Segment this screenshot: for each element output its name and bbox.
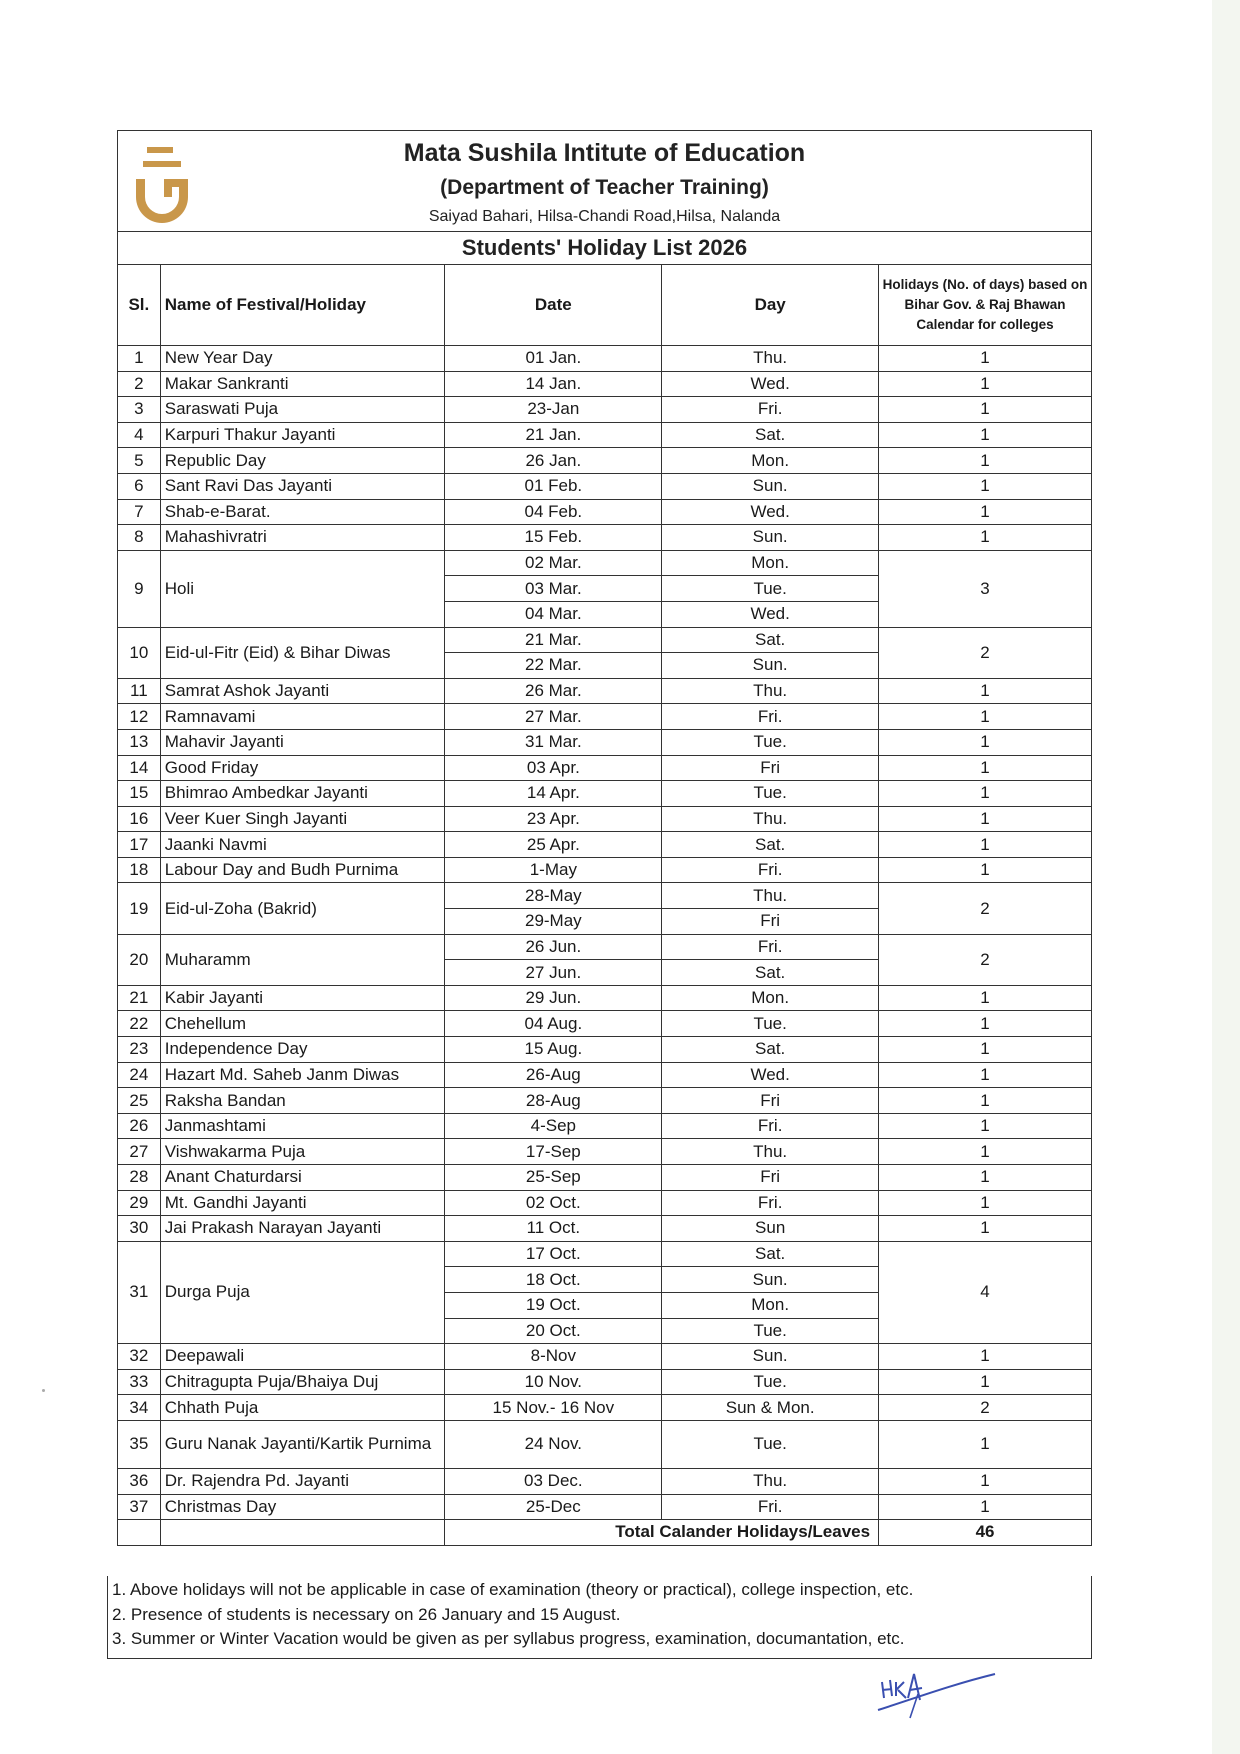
table-row	[118, 781, 1091, 807]
cell-name: Shab-e-Barat.	[160, 499, 445, 525]
cell-name: Anant Chaturdarsi	[160, 1165, 445, 1191]
cell-day: Fri	[662, 909, 879, 935]
col-header-holidays: Holidays (No. of days) based on Bihar Gov. & Raj Bhawan Calendar for colleges	[879, 265, 1091, 346]
cell-name: Jai Prakash Narayan Jayanti	[160, 1216, 445, 1242]
table-row	[118, 678, 1091, 704]
cell-count: 1	[879, 371, 1091, 397]
cell-date: 14 Apr.	[445, 781, 662, 807]
cell-day: Wed.	[662, 1062, 879, 1088]
cell-day: Thu.	[662, 1468, 879, 1494]
cell-date: 03 Mar.	[445, 576, 662, 602]
cell-date: 26 Jun.	[445, 934, 662, 960]
table-row	[118, 1062, 1091, 1088]
cell-day: Wed.	[662, 371, 879, 397]
cell-count: 1	[879, 1088, 1091, 1114]
cell-sl: 15	[118, 781, 160, 807]
cell-day: Thu.	[662, 883, 879, 909]
cell-date: 25-Sep	[445, 1165, 662, 1191]
cell-date: 27 Mar.	[445, 704, 662, 730]
cell-day: Thu.	[662, 806, 879, 832]
cell-date: 21 Jan.	[445, 422, 662, 448]
cell-day: Thu.	[662, 678, 879, 704]
cell-name: Mt. Gandhi Jayanti	[160, 1190, 445, 1216]
cell-name: Muharamm	[160, 934, 445, 985]
col-header-day: Day	[662, 265, 879, 346]
table-row	[118, 448, 1091, 474]
cell-day: Sun	[662, 1216, 879, 1242]
cell-count: 1	[879, 1037, 1091, 1063]
cell-count: 1	[879, 397, 1091, 423]
col-header-name: Name of Festival/Holiday	[160, 265, 445, 346]
cell-sl: 10	[118, 627, 160, 678]
cell-day: Tue.	[662, 576, 879, 602]
cell-sl: 4	[118, 422, 160, 448]
cell-date: 04 Mar.	[445, 601, 662, 627]
table-row	[118, 729, 1091, 755]
table-row	[118, 934, 1091, 960]
cell-day: Sat.	[662, 960, 879, 986]
cell-day: Mon.	[662, 550, 879, 576]
cell-day: Sun & Mon.	[662, 1395, 879, 1421]
cell-name: Mahashivratri	[160, 525, 445, 551]
cell-name: Hazart Md. Saheb Janm Diwas	[160, 1062, 445, 1088]
cell-date: 29 Jun.	[445, 985, 662, 1011]
total-empty-sl	[118, 1520, 160, 1546]
cell-sl: 13	[118, 729, 160, 755]
cell-date: 1-May	[445, 857, 662, 883]
cell-name: Raksha Bandan	[160, 1088, 445, 1114]
cell-count: 1	[879, 525, 1091, 551]
cell-date: 27 Jun.	[445, 960, 662, 986]
cell-date: 03 Dec.	[445, 1468, 662, 1494]
cell-date: 8-Nov	[445, 1344, 662, 1370]
cell-name: Janmashtami	[160, 1113, 445, 1139]
cell-count: 1	[879, 1420, 1091, 1468]
institute-name: Mata Sushila Intitute of Education	[403, 139, 806, 167]
cell-name: Mahavir Jayanti	[160, 729, 445, 755]
note-3: 3. Summer or Winter Vacation would be given as per syllabus progress, examination, documantation, etc.	[112, 1629, 905, 1648]
cell-day: Sat.	[662, 832, 879, 858]
table-row	[118, 1420, 1091, 1468]
cell-day: Fri.	[662, 1494, 879, 1520]
table-row	[118, 1165, 1091, 1191]
total-row	[118, 1520, 1091, 1546]
cell-date: 10 Nov.	[445, 1369, 662, 1395]
cell-sl: 2	[118, 371, 160, 397]
table-row	[118, 806, 1091, 832]
table-row	[118, 1241, 1091, 1267]
cell-date: 17-Sep	[445, 1139, 662, 1165]
table-row	[118, 1113, 1091, 1139]
cell-sl: 36	[118, 1468, 160, 1494]
cell-day: Thu.	[662, 346, 879, 372]
cell-day: Fri.	[662, 397, 879, 423]
cell-date: 28-May	[445, 883, 662, 909]
cell-date: 04 Aug.	[445, 1011, 662, 1037]
cell-date: 26 Jan.	[445, 448, 662, 474]
cell-count: 1	[879, 985, 1091, 1011]
table-row	[118, 1037, 1091, 1063]
cell-sl: 5	[118, 448, 160, 474]
table-row	[118, 1494, 1091, 1520]
cell-name: Karpuri Thakur Jayanti	[160, 422, 445, 448]
cell-name: Kabir Jayanti	[160, 985, 445, 1011]
table-row	[118, 422, 1091, 448]
cell-sl: 6	[118, 473, 160, 499]
cell-day: Sun.	[662, 1267, 879, 1293]
cell-sl: 23	[118, 1037, 160, 1063]
cell-date: 23 Apr.	[445, 806, 662, 832]
cell-date: 14 Jan.	[445, 371, 662, 397]
table-row	[118, 1190, 1091, 1216]
cell-name: Chitragupta Puja/Bhaiya Duj	[160, 1369, 445, 1395]
table-row	[118, 346, 1091, 372]
cell-sl: 19	[118, 883, 160, 934]
cell-day: Fri.	[662, 1190, 879, 1216]
cell-sl: 14	[118, 755, 160, 781]
cell-sl: 33	[118, 1369, 160, 1395]
cell-sl: 31	[118, 1241, 160, 1343]
cell-name: Jaanki Navmi	[160, 832, 445, 858]
cell-name: Chehellum	[160, 1011, 445, 1037]
cell-day: Thu.	[662, 1139, 879, 1165]
cell-count: 1	[879, 1165, 1091, 1191]
cell-date: 23-Jan	[445, 397, 662, 423]
cell-date: 04 Feb.	[445, 499, 662, 525]
cell-sl: 25	[118, 1088, 160, 1114]
cell-date: 20 Oct.	[445, 1318, 662, 1344]
table-row	[118, 1395, 1091, 1421]
cell-sl: 18	[118, 857, 160, 883]
cell-name: Saraswati Puja	[160, 397, 445, 423]
note-1: 1. Above holidays will not be applicable in case of examination (theory or practical), college inspection, etc.	[112, 1580, 914, 1599]
cell-sl: 12	[118, 704, 160, 730]
cell-day: Tue.	[662, 781, 879, 807]
cell-count: 1	[879, 422, 1091, 448]
cell-sl: 29	[118, 1190, 160, 1216]
cell-count: 1	[879, 346, 1091, 372]
cell-name: Makar Sankranti	[160, 371, 445, 397]
cell-count: 1	[879, 857, 1091, 883]
cell-count: 1	[879, 806, 1091, 832]
table-row	[118, 857, 1091, 883]
table-row	[118, 627, 1091, 653]
cell-sl: 20	[118, 934, 160, 985]
cell-date: 25 Apr.	[445, 832, 662, 858]
cell-sl: 7	[118, 499, 160, 525]
cell-date: 24 Nov.	[445, 1420, 662, 1468]
list-title: Students' Holiday List 2026	[118, 232, 1091, 265]
cell-date: 22 Mar.	[445, 653, 662, 679]
cell-count: 1	[879, 473, 1091, 499]
cell-count: 1	[879, 1369, 1091, 1395]
table-row	[118, 832, 1091, 858]
table-row	[118, 397, 1091, 423]
cell-sl: 28	[118, 1165, 160, 1191]
cell-sl: 8	[118, 525, 160, 551]
cell-date: 02 Mar.	[445, 550, 662, 576]
institute-address: Saiyad Bahari, Hilsa-Chandi Road,Hilsa, Nalanda	[428, 208, 781, 225]
cell-day: Wed.	[662, 601, 879, 627]
cell-name: Eid-ul-Fitr (Eid) & Bihar Diwas	[160, 627, 445, 678]
cell-day: Fri.	[662, 704, 879, 730]
cell-day: Sat.	[662, 627, 879, 653]
cell-day: Tue.	[662, 1318, 879, 1344]
cell-day: Tue.	[662, 1420, 879, 1468]
cell-date: 29-May	[445, 909, 662, 935]
notes-box	[107, 1576, 1092, 1659]
cell-count: 1	[879, 729, 1091, 755]
table-header-row	[118, 265, 1091, 346]
cell-count: 1	[879, 678, 1091, 704]
cell-day: Sun.	[662, 653, 879, 679]
table-row	[118, 525, 1091, 551]
cell-date: 19 Oct.	[445, 1292, 662, 1318]
cell-name: Eid-ul-Zoha (Bakrid)	[160, 883, 445, 934]
cell-name: Dr. Rajendra Pd. Jayanti	[160, 1468, 445, 1494]
cell-sl: 24	[118, 1062, 160, 1088]
cell-sl: 3	[118, 397, 160, 423]
cell-date: 02 Oct.	[445, 1190, 662, 1216]
table-row	[118, 985, 1091, 1011]
cell-count: 1	[879, 704, 1091, 730]
cell-date: 17 Oct.	[445, 1241, 662, 1267]
cell-day: Sat.	[662, 1241, 879, 1267]
cell-count: 1	[879, 755, 1091, 781]
letterhead	[118, 131, 1091, 232]
table-row	[118, 1011, 1091, 1037]
cell-date: 15 Nov.- 16 Nov	[445, 1395, 662, 1421]
cell-name: Christmas Day	[160, 1494, 445, 1520]
table-row	[118, 550, 1091, 576]
cell-name: Sant Ravi Das Jayanti	[160, 473, 445, 499]
cell-name: Holi	[160, 550, 445, 627]
cell-count: 1	[879, 781, 1091, 807]
page-edge	[1212, 0, 1240, 1754]
cell-name: Labour Day and Budh Purnima	[160, 857, 445, 883]
cell-date: 31 Mar.	[445, 729, 662, 755]
cell-name: Republic Day	[160, 448, 445, 474]
cell-day: Sun.	[662, 1344, 879, 1370]
table-row	[118, 883, 1091, 909]
department-name: (Department of Teacher Training)	[440, 176, 769, 199]
cell-name: Durga Puja	[160, 1241, 445, 1343]
table-row	[118, 1344, 1091, 1370]
table-row	[118, 1369, 1091, 1395]
cell-count: 2	[879, 627, 1091, 678]
cell-sl: 21	[118, 985, 160, 1011]
cell-day: Sat.	[662, 422, 879, 448]
cell-count: 3	[879, 550, 1091, 627]
cell-day: Sun.	[662, 473, 879, 499]
cell-date: 26-Aug	[445, 1062, 662, 1088]
cell-count: 1	[879, 832, 1091, 858]
cell-day: Mon.	[662, 448, 879, 474]
cell-date: 28-Aug	[445, 1088, 662, 1114]
cell-sl: 35	[118, 1420, 160, 1468]
cell-date: 15 Aug.	[445, 1037, 662, 1063]
cell-count: 1	[879, 1216, 1091, 1242]
cell-date: 11 Oct.	[445, 1216, 662, 1242]
total-empty-name	[160, 1520, 445, 1546]
cell-date: 01 Jan.	[445, 346, 662, 372]
table-row	[118, 1088, 1091, 1114]
cell-name: Deepawali	[160, 1344, 445, 1370]
cell-sl: 27	[118, 1139, 160, 1165]
cell-sl: 1	[118, 346, 160, 372]
cell-name: Vishwakarma Puja	[160, 1139, 445, 1165]
table-row	[118, 499, 1091, 525]
cell-date: 4-Sep	[445, 1113, 662, 1139]
cell-day: Sun.	[662, 525, 879, 551]
cell-day: Mon.	[662, 1292, 879, 1318]
cell-day: Fri.	[662, 1113, 879, 1139]
cell-count: 1	[879, 1344, 1091, 1370]
cell-date: 26 Mar.	[445, 678, 662, 704]
cell-day: Sat.	[662, 1037, 879, 1063]
col-header-date: Date	[445, 265, 662, 346]
holiday-sheet	[117, 130, 1092, 1546]
scan-speck	[42, 1389, 45, 1392]
cell-date: 15 Feb.	[445, 525, 662, 551]
cell-sl: 32	[118, 1344, 160, 1370]
cell-count: 1	[879, 1190, 1091, 1216]
table-row	[118, 755, 1091, 781]
cell-sl: 22	[118, 1011, 160, 1037]
cell-sl: 16	[118, 806, 160, 832]
table-row	[118, 704, 1091, 730]
total-value: 46	[879, 1520, 1091, 1546]
cell-count: 4	[879, 1241, 1091, 1343]
cell-sl: 9	[118, 550, 160, 627]
cell-day: Tue.	[662, 1011, 879, 1037]
cell-count: 1	[879, 448, 1091, 474]
cell-count: 2	[879, 1395, 1091, 1421]
table-row	[118, 1139, 1091, 1165]
cell-name: Good Friday	[160, 755, 445, 781]
table-row	[118, 1216, 1091, 1242]
cell-count: 2	[879, 934, 1091, 985]
cell-count: 1	[879, 499, 1091, 525]
cell-sl: 34	[118, 1395, 160, 1421]
cell-day: Wed.	[662, 499, 879, 525]
cell-day: Tue.	[662, 729, 879, 755]
holiday-table-body	[118, 346, 1091, 1520]
cell-date: 03 Apr.	[445, 755, 662, 781]
cell-name: Ramnavami	[160, 704, 445, 730]
cell-sl: 17	[118, 832, 160, 858]
total-label: Total Calander Holidays/Leaves	[445, 1520, 879, 1546]
cell-day: Fri.	[662, 857, 879, 883]
cell-name: Independence Day	[160, 1037, 445, 1063]
cell-day: Mon.	[662, 985, 879, 1011]
cell-name: Chhath Puja	[160, 1395, 445, 1421]
cell-count: 1	[879, 1011, 1091, 1037]
cell-name: New Year Day	[160, 346, 445, 372]
holiday-table	[118, 265, 1091, 1546]
cell-day: Fri	[662, 755, 879, 781]
cell-sl: 37	[118, 1494, 160, 1520]
cell-date: 18 Oct.	[445, 1267, 662, 1293]
cell-count: 1	[879, 1113, 1091, 1139]
col-header-sl: Sl.	[118, 265, 160, 346]
cell-sl: 11	[118, 678, 160, 704]
table-row	[118, 473, 1091, 499]
note-2: 2. Presence of students is necessary on 26 January and 15 August.	[112, 1604, 621, 1624]
table-row	[118, 371, 1091, 397]
cell-date: 01 Feb.	[445, 473, 662, 499]
cell-day: Tue.	[662, 1369, 879, 1395]
cell-day: Fri	[662, 1165, 879, 1191]
cell-name: Guru Nanak Jayanti/Kartik Purnima	[160, 1420, 445, 1468]
cell-count: 1	[879, 1062, 1091, 1088]
cell-name: Samrat Ashok Jayanti	[160, 678, 445, 704]
cell-date: 21 Mar.	[445, 627, 662, 653]
cell-day: Fri.	[662, 934, 879, 960]
cell-date: 25-Dec	[445, 1494, 662, 1520]
cell-sl: 30	[118, 1216, 160, 1242]
cell-name: Veer Kuer Singh Jayanti	[160, 806, 445, 832]
cell-sl: 26	[118, 1113, 160, 1139]
cell-count: 2	[879, 883, 1091, 934]
table-row	[118, 1468, 1091, 1494]
cell-count: 1	[879, 1139, 1091, 1165]
signature-icon	[870, 1660, 1000, 1720]
cell-name: Bhimrao Ambedkar Jayanti	[160, 781, 445, 807]
cell-day: Fri	[662, 1088, 879, 1114]
cell-count: 1	[879, 1468, 1091, 1494]
cell-count: 1	[879, 1494, 1091, 1520]
